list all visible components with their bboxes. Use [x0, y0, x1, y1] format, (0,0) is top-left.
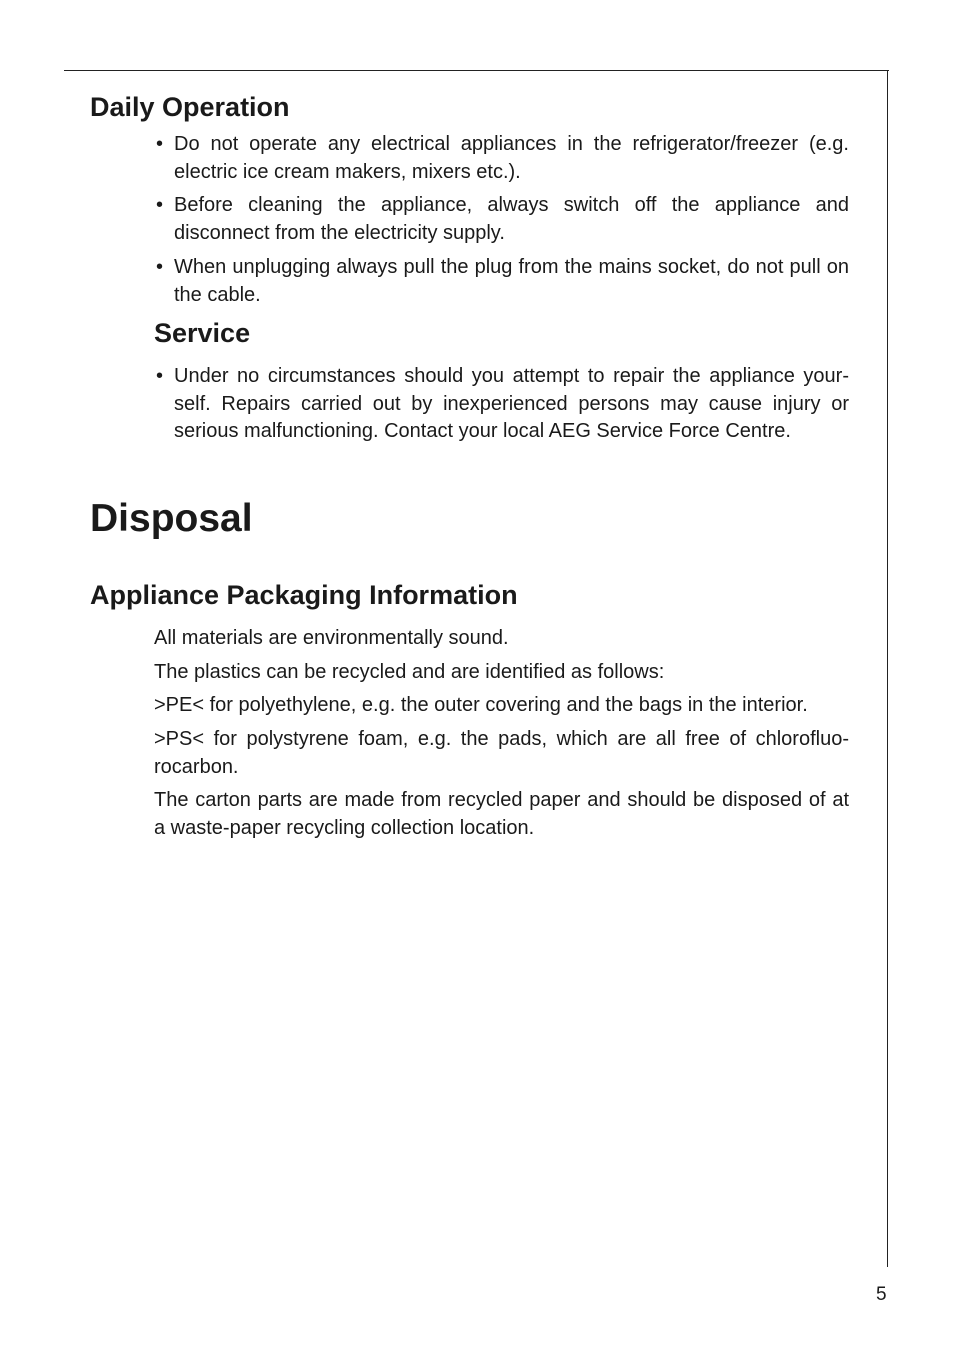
list-item — [156, 254, 849, 309]
list-item — [156, 363, 849, 446]
right-rule — [887, 70, 888, 1267]
page-number: 5 — [876, 1284, 887, 1305]
bullet-text: Before cleaning the appliance, always switch off the appliance and disconnect from the electricity supply. — [174, 194, 849, 244]
packaging-paragraph: All materials are environmentally sound. — [154, 627, 509, 649]
bullet-text: Under no circumstances should you attempt to repair the appliance your-self. Repairs carried out by inexperienced persons may cause injury or serious malfunctioning. Contact your local AEG Service Force Centre. — [174, 365, 849, 442]
bullet-icon: • — [156, 365, 164, 387]
bullet-text: Do not operate any electrical appliances in the refrigerator/freezer (e.g. electric ice cream makers, mixers etc.). — [174, 133, 849, 183]
packaging-paragraph: The plastics can be recycled and are identified as follows: — [154, 661, 665, 683]
bullet-icon: • — [156, 256, 164, 278]
bullet-text: When unplugging always pull the plug from the mains socket, do not pull on the cable. — [174, 256, 849, 306]
top-rule — [64, 70, 889, 71]
disposal-title: Disposal — [90, 497, 253, 540]
packaging-paragraph: >PS< for polystyrene foam, e.g. the pads, which are all free of chlorofluo-rocarbon. — [154, 728, 849, 778]
packaging-heading: Appliance Packaging Information — [90, 580, 518, 610]
service-heading: Service — [154, 318, 251, 348]
packaging-paragraph: The carton parts are made from recycled paper and should be disposed of at a waste-paper recycling collection location. — [154, 789, 849, 839]
bullet-icon: • — [156, 133, 164, 155]
packaging-paragraph: >PE< for polyethylene, e.g. the outer covering and the bags in the interior. — [154, 694, 808, 716]
bullet-icon: • — [156, 194, 164, 216]
daily-operation-heading: Daily Operation — [90, 92, 290, 122]
list-item — [156, 192, 849, 247]
list-item — [156, 131, 849, 186]
